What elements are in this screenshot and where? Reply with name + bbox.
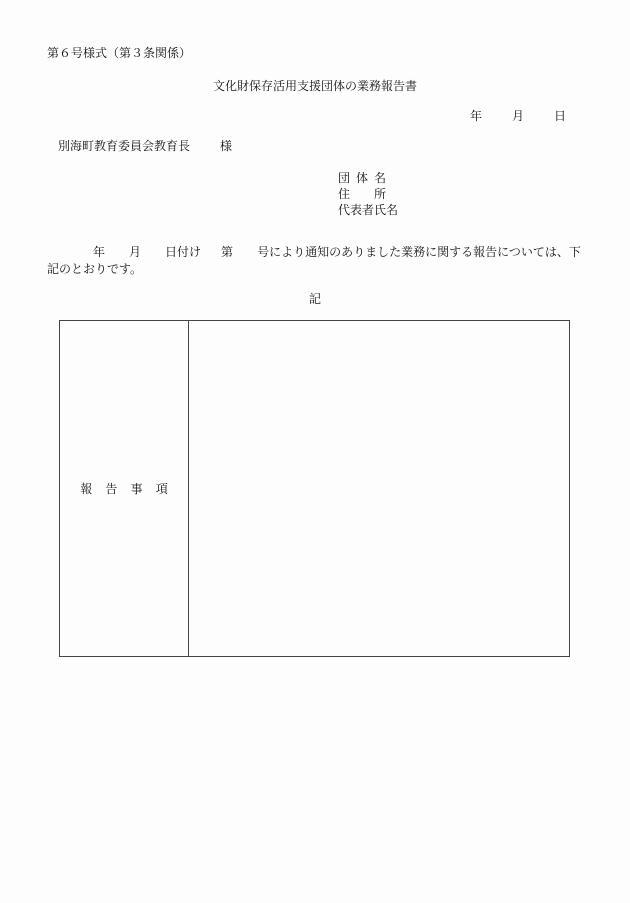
organization-name-label: 団体名 (338, 171, 393, 185)
body-paragraph (47, 244, 587, 278)
recipient-honorific: 様 (220, 139, 233, 153)
form-number: 第６号様式（第３条関係） (47, 46, 192, 60)
date-line (470, 109, 566, 123)
report-items-label: 報告事項 (80, 482, 181, 496)
document-title: 文化財保存活用支援団体の業務報告書 (212, 79, 417, 93)
body-month: 月 (129, 245, 142, 259)
report-label-cell (60, 321, 189, 656)
report-content-cell[interactable] (189, 321, 569, 656)
representative-name-label: 代表者氏名 (338, 203, 399, 217)
report-table (59, 320, 570, 657)
sender-block (338, 170, 410, 218)
body-text: 号により通知のありました業務に関する報告については、下記のとおりです。 (47, 245, 581, 276)
body-day-attached: 日付け (165, 245, 202, 259)
address-label: 住所 (338, 187, 411, 201)
body-year: 年 (93, 245, 106, 259)
recipient-name: 別海町教育委員会教育長 (58, 139, 191, 153)
date-month-label: 月 (511, 109, 524, 123)
recipient (58, 139, 232, 153)
body-number-prefix: 第 (221, 245, 234, 259)
date-year-label: 年 (469, 109, 482, 123)
ki-heading: 記 (308, 292, 321, 306)
date-day-label: 日 (553, 109, 566, 123)
